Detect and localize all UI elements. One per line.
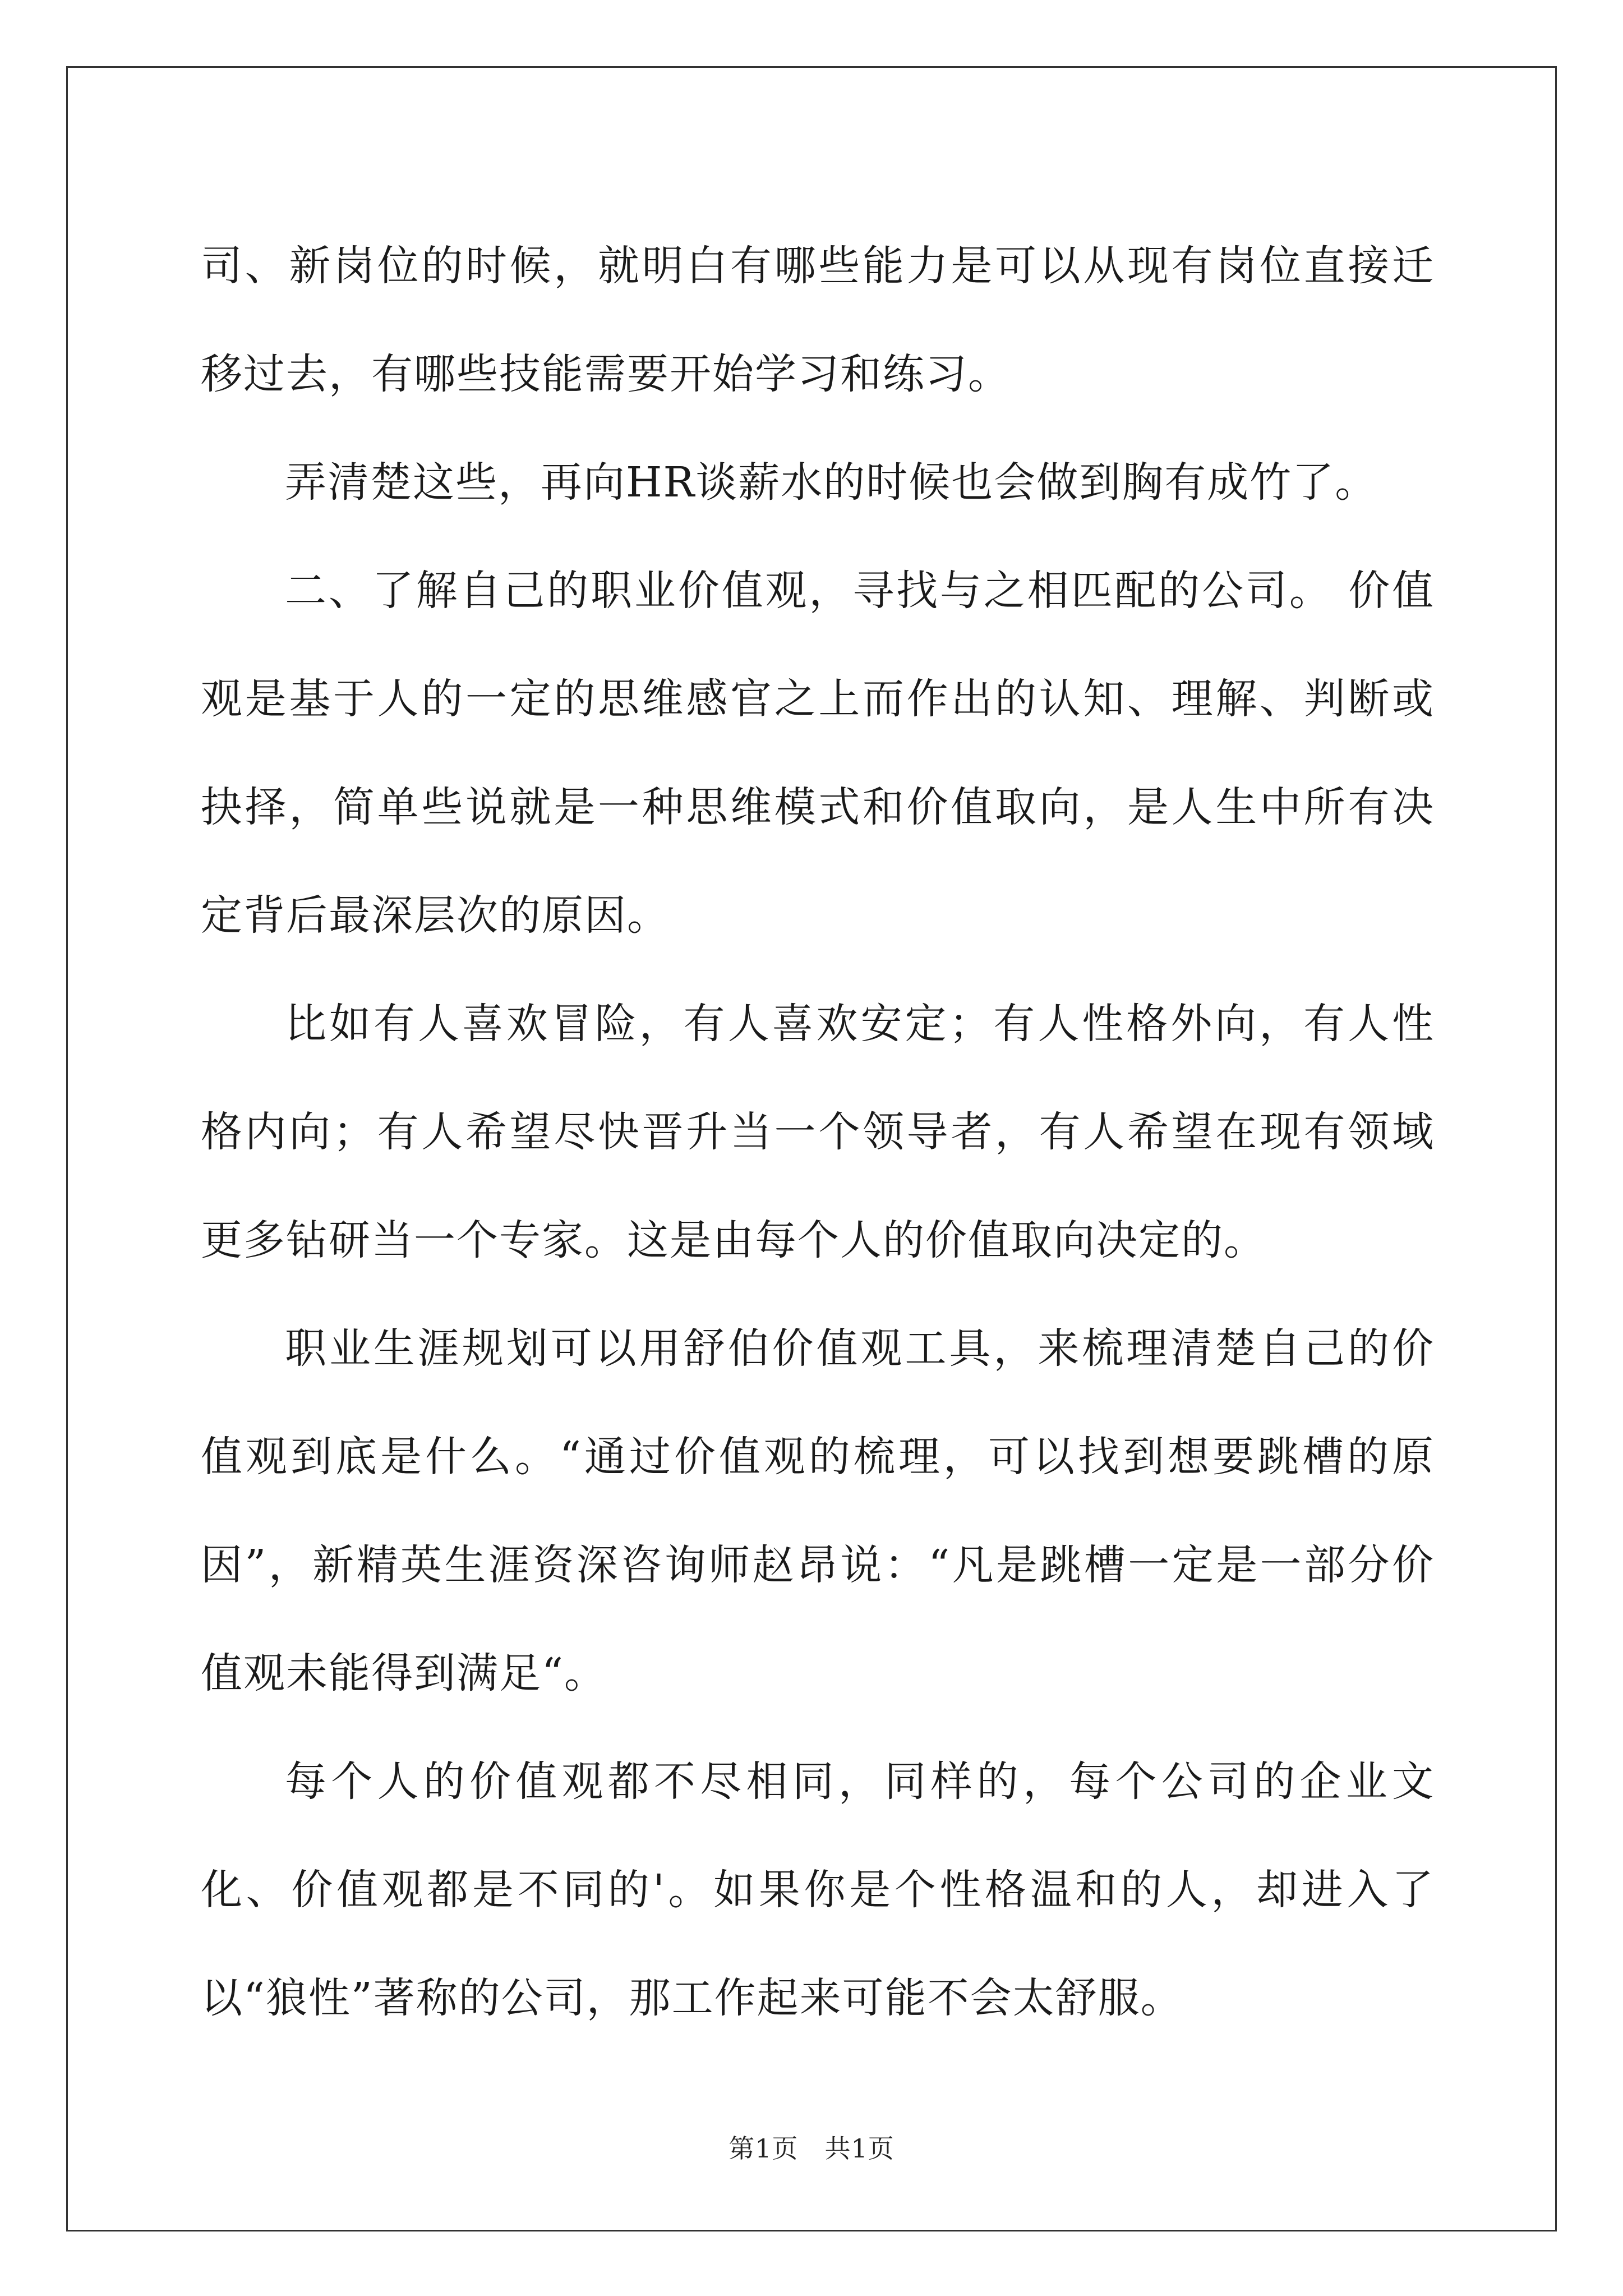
page-number-footer: 第1页 共1页	[728, 2133, 895, 2164]
paragraph-5: 职业生涯规划可以用舒伯价值观工具，来梳理清楚自己的价值观到底是什么。“通过价值观的梳理，可以找到想要跳槽的原因”，新精英生涯资深咨询师赵昂说：“凡是跳槽一定是一部分价值观未能得到满足“。	[201, 1324, 1435, 1697]
paragraph-3: 二、了解自己的职业价值观，寻找与之相匹配的公司。 价值观是基于人的一定的思维感官之上而作出的认知、理解、判断或抉择，简单些说就是一种思维模式和价值取向，是人生中所有决定背后最深层次的原因。	[201, 567, 1435, 940]
document-body	[201, 212, 1435, 2053]
paragraph-4: 比如有人喜欢冒险，有人喜欢安定；有人性格外向，有人性格内向；有人希望尽快晋升当一个领导者，有人希望在现有领域更多钻研当一个专家。这是由每个人的价值取向决定的。	[201, 1000, 1435, 1264]
paragraph-2: 弄清楚这些，再向HR谈薪水的时候也会做到胸有成竹了。	[285, 458, 1378, 507]
paragraph-6: 每个人的价值观都不尽相同，同样的，每个公司的企业文化、价值观都是不同的'。如果你是个性格温和的人，却进入了以“狼性”著称的公司，那工作起来可能不会太舒服。	[201, 1757, 1435, 2022]
paragraph-1: 司、新岗位的时候，就明白有哪些能力是可以从现有岗位直接迁移过去，有哪些技能需要开始学习和练习。	[201, 242, 1435, 398]
